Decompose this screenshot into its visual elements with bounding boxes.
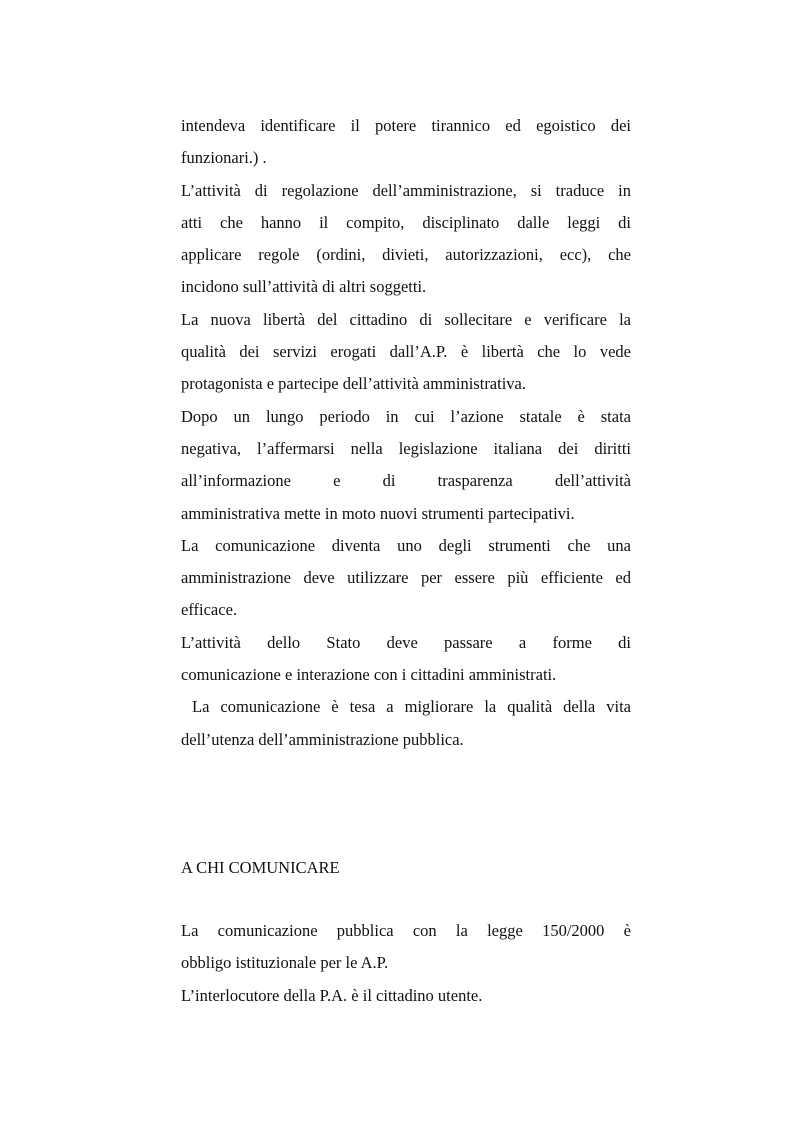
text-line: applicare regole (ordini, divieti, autorizzazioni, ecc), che [181,245,631,265]
text-line: qualità dei servizi erogati dall’A.P. è libertà che lo vede [181,342,631,362]
text-line: La nuova libertà del cittadino di sollecitare e verificare la [181,309,631,329]
text-line: La comunicazione diventa uno degli strumenti che una [181,535,631,555]
text-line: Dopo un lungo periodo in cui l’azione statale è stata [181,406,631,426]
body-text-main [181,110,631,756]
text-line: all’informazione e di trasparenza dell’attività [181,471,631,491]
text-line: amministrazione deve utilizzare per essere più efficiente ed [181,568,631,588]
text-line: comunicazione e interazione con i cittadini amministrati. [181,665,557,685]
text-line: intendeva identificare il potere tirannico ed egoistico dei [181,116,631,135]
text-line: L’interlocutore della P.A. è il cittadino utente. [181,985,483,1005]
text-line: L’attività di regolazione dell’amministrazione, si traduce in [181,180,631,200]
text-line: funzionari.) . [181,148,267,168]
text-line: amministrativa mette in moto nuovi strumenti partecipativi. [181,503,575,523]
body-text-section [181,915,631,1012]
text-line: negativa, l’affermarsi nella legislazione italiana dei diritti [181,438,631,458]
section-heading-block [181,852,631,884]
text-line: L’attività dello Stato deve passare a forme di [181,632,631,652]
text-line: dell’utenza dell’amministrazione pubblica. [181,729,464,749]
text-line: incidono sull’attività di altri soggetti. [181,277,427,297]
text-line: atti che hanno il compito, disciplinato dalle leggi di [181,212,631,232]
text-line: La comunicazione pubblica con la legge 150/2000 è [181,921,631,940]
text-line: protagonista e partecipe dell’attività amministrativa. [181,374,527,394]
text-line: La comunicazione è tesa a migliorare la qualità della vita [181,697,631,717]
text-line: obbligo istituzionale per le A.P. [181,953,389,973]
text-line: efficace. [181,600,238,620]
section-heading: A CHI COMUNICARE [181,858,340,877]
